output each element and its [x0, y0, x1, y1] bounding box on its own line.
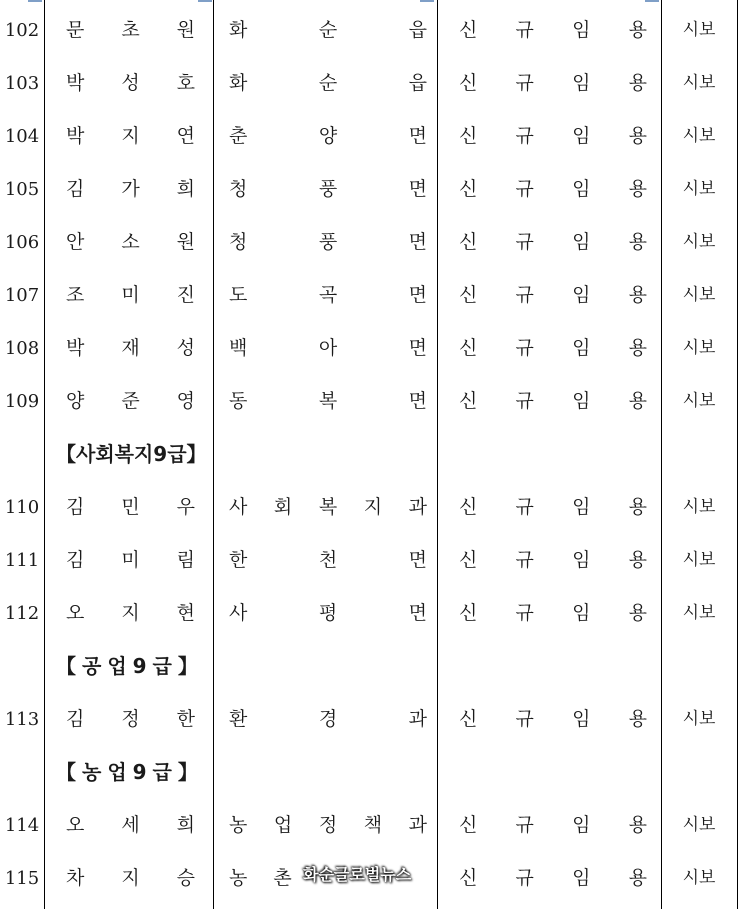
table-row: [0, 693, 742, 746]
appointment-char: 임: [572, 284, 591, 306]
name-char: 우: [176, 496, 195, 518]
appointment-type: [437, 375, 661, 428]
appointment-char: 신: [459, 814, 478, 836]
table-row: [0, 269, 742, 322]
department-char: 면: [408, 390, 427, 412]
department-char: 환: [229, 708, 248, 730]
appointment-char: 임: [572, 125, 591, 147]
appointment-char: 용: [628, 549, 647, 571]
appointment-char: 규: [515, 390, 534, 412]
department-char: 복: [318, 496, 338, 518]
appointment-type: [437, 110, 661, 163]
department-char: 풍: [318, 178, 338, 200]
name-char: 현: [176, 602, 195, 624]
appointment-char: 규: [515, 72, 534, 94]
appointment-char: 용: [628, 284, 647, 306]
department-char: 면: [408, 125, 427, 147]
name-char: 성: [176, 337, 195, 359]
remark: 시보: [682, 20, 716, 40]
name-char: 안: [66, 231, 85, 253]
department-char: 농: [229, 814, 248, 836]
department-char: 춘: [229, 125, 248, 147]
department-char: 아: [318, 337, 338, 359]
assigned-department: [213, 693, 437, 746]
appointment-char: 임: [572, 549, 591, 571]
name-char: 박: [66, 125, 85, 147]
appointment-char: 임: [572, 19, 591, 41]
name-char: 성: [121, 72, 140, 94]
table-row: [0, 216, 742, 269]
appointment-char: 규: [515, 814, 534, 836]
appointment-char: 임: [572, 496, 591, 518]
appointment-char: 규: [515, 496, 534, 518]
name-char: 승: [176, 867, 195, 889]
remark: 시보: [682, 126, 716, 146]
name-char: 소: [121, 231, 140, 253]
department-char: 농: [229, 867, 248, 889]
appointment-char: 신: [459, 867, 478, 889]
appointment-char: 규: [515, 231, 534, 253]
appointment-char: 신: [459, 284, 478, 306]
appointment-char: 용: [628, 814, 647, 836]
person-name: [44, 799, 213, 852]
appointment-type: [437, 534, 661, 587]
department-char: 천: [318, 549, 338, 571]
row-number: 108: [4, 338, 40, 359]
table-row: [0, 110, 742, 163]
appointment-type: [437, 216, 661, 269]
department-char: 양: [318, 125, 338, 147]
appointment-type: [437, 481, 661, 534]
appointment-char: 신: [459, 708, 478, 730]
remark: 시보: [682, 497, 716, 517]
assigned-department: [213, 799, 437, 852]
appointment-char: 임: [572, 72, 591, 94]
department-char: 과: [408, 708, 427, 730]
appointment-char: 용: [628, 231, 647, 253]
name-char: 오: [66, 814, 85, 836]
section-heading-industrial: 【공업9급】: [56, 654, 204, 678]
department-char: 한: [229, 549, 248, 571]
name-char: 초: [121, 19, 140, 41]
appointment-char: 용: [628, 178, 647, 200]
assigned-department: [213, 216, 437, 269]
person-name: [44, 269, 213, 322]
table-resize-mark: [198, 0, 212, 2]
name-char: 재: [121, 337, 140, 359]
name-char: 박: [66, 72, 85, 94]
department-char: 곡: [318, 284, 338, 306]
row-number: 102: [4, 20, 40, 41]
appointment-char: 신: [459, 72, 478, 94]
person-name: [44, 4, 213, 57]
appointment-char: 용: [628, 19, 647, 41]
person-name: [44, 375, 213, 428]
appointment-char: 용: [628, 390, 647, 412]
name-char: 가: [121, 178, 140, 200]
department-char: 지: [363, 496, 383, 518]
department-char: 풍: [318, 231, 338, 253]
name-char: 호: [176, 72, 195, 94]
appointment-char: 규: [515, 867, 534, 889]
table-resize-mark: [420, 0, 434, 2]
person-name: [44, 587, 213, 640]
remark: 시보: [682, 232, 716, 252]
department-char: 사: [229, 496, 248, 518]
appointment-char: 신: [459, 19, 478, 41]
name-char: 지: [121, 867, 140, 889]
department-char: 면: [408, 231, 427, 253]
name-char: 희: [176, 814, 195, 836]
department-char: 경: [318, 708, 338, 730]
assigned-department: [213, 4, 437, 57]
department-char: 화: [229, 72, 248, 94]
appointment-char: 규: [515, 602, 534, 624]
person-name: [44, 852, 213, 905]
person-name: [44, 110, 213, 163]
row-number: 106: [4, 232, 40, 253]
appointment-type: [437, 57, 661, 110]
department-char: 사: [229, 602, 248, 624]
remark: 시보: [682, 709, 716, 729]
department-char: 순: [318, 19, 338, 41]
department-char: 면: [408, 178, 427, 200]
appointment-char: 임: [572, 390, 591, 412]
name-char: 김: [66, 549, 85, 571]
table-row: [0, 534, 742, 587]
section-heading-agriculture: 【농업9급】: [56, 760, 204, 784]
row-number: 110: [4, 497, 40, 518]
department-char: 도: [229, 284, 248, 306]
appointment-char: 용: [628, 602, 647, 624]
department-char: 동: [229, 390, 248, 412]
department-char: 촌: [273, 867, 292, 889]
appointment-char: 규: [515, 19, 534, 41]
appointment-char: 규: [515, 708, 534, 730]
assigned-department: [213, 322, 437, 375]
department-char: 면: [408, 337, 427, 359]
table-resize-mark: [28, 0, 42, 2]
appointment-char: 임: [572, 231, 591, 253]
department-char: 회: [273, 496, 293, 518]
department-char: 정: [318, 814, 338, 836]
appointment-char: 임: [572, 337, 591, 359]
appointment-char: 신: [459, 178, 478, 200]
appointment-char: 용: [628, 708, 647, 730]
appointment-char: 규: [515, 178, 534, 200]
appointment-type: [437, 587, 661, 640]
name-char: 미: [121, 284, 140, 306]
assigned-department: [213, 375, 437, 428]
row-number: 114: [4, 815, 40, 836]
remark: 시보: [682, 391, 716, 411]
department-char: 과: [408, 814, 427, 836]
name-char: 진: [176, 284, 195, 306]
department-char: 청: [229, 231, 248, 253]
department-char: 복: [318, 390, 338, 412]
appointment-char: 규: [515, 337, 534, 359]
department-char: 순: [318, 72, 338, 94]
appointment-char: 임: [572, 708, 591, 730]
remark: 시보: [682, 550, 716, 570]
appointment-char: 용: [628, 125, 647, 147]
row-number: 107: [4, 285, 40, 306]
appointment-type: [437, 163, 661, 216]
department-char: 화: [229, 19, 248, 41]
assigned-department: [213, 163, 437, 216]
appointment-char: 임: [572, 814, 591, 836]
name-char: 세: [121, 814, 140, 836]
appointment-char: 용: [628, 72, 647, 94]
section-heading-social-welfare: 【사회복지9급】: [56, 442, 207, 466]
appointment-char: 규: [515, 125, 534, 147]
row-number: 104: [4, 126, 40, 147]
appointment-type: [437, 799, 661, 852]
table-row: [0, 799, 742, 852]
department-char: 면: [408, 602, 427, 624]
table-row: [0, 587, 742, 640]
name-char: 미: [121, 549, 140, 571]
department-char: 업: [273, 814, 293, 836]
appointment-char: 임: [572, 602, 591, 624]
department-char: 평: [318, 602, 338, 624]
person-name: [44, 57, 213, 110]
name-char: 정: [121, 708, 140, 730]
name-char: 오: [66, 602, 85, 624]
person-name: [44, 481, 213, 534]
assigned-department: [213, 110, 437, 163]
department-char: 읍: [408, 19, 427, 41]
remark: 시보: [682, 285, 716, 305]
name-char: 조: [66, 284, 85, 306]
appointment-char: 신: [459, 496, 478, 518]
appointment-type: [437, 269, 661, 322]
row-number: 115: [4, 868, 40, 889]
appointment-char: 신: [459, 125, 478, 147]
name-char: 양: [66, 390, 85, 412]
table-row: [0, 481, 742, 534]
appointment-char: 용: [628, 867, 647, 889]
remark: 시보: [682, 179, 716, 199]
remark: 시보: [682, 603, 716, 623]
appointment-char: 신: [459, 231, 478, 253]
appointment-type: [437, 322, 661, 375]
name-char: 박: [66, 337, 85, 359]
department-char: 면: [408, 284, 427, 306]
row-number: 103: [4, 73, 40, 94]
name-char: 지: [121, 602, 140, 624]
name-char: 김: [66, 496, 85, 518]
department-char: 과: [408, 496, 427, 518]
table-row: [0, 322, 742, 375]
assigned-department: [213, 534, 437, 587]
table-row: [0, 57, 742, 110]
table-row: [0, 163, 742, 216]
appointment-char: 임: [572, 867, 591, 889]
row-number: 111: [4, 550, 40, 571]
name-char: 림: [176, 549, 195, 571]
name-char: 준: [121, 390, 140, 412]
row-number: 113: [4, 709, 40, 730]
appointment-char: 신: [459, 337, 478, 359]
remark: 시보: [682, 868, 716, 888]
person-name: [44, 216, 213, 269]
department-char: 백: [229, 337, 248, 359]
name-char: 민: [121, 496, 140, 518]
assigned-department: [213, 481, 437, 534]
person-name: [44, 163, 213, 216]
appointment-char: 용: [628, 337, 647, 359]
department-char: 청: [229, 178, 248, 200]
name-char: 한: [176, 708, 195, 730]
name-char: 원: [176, 231, 195, 253]
name-char: 차: [66, 867, 85, 889]
remark: 시보: [682, 73, 716, 93]
table-row: [0, 4, 742, 57]
table-row: [0, 375, 742, 428]
department-char: 면: [408, 549, 427, 571]
department-char: 책: [363, 814, 383, 836]
assigned-department: [213, 57, 437, 110]
appointment-char: 신: [459, 549, 478, 571]
remark: 시보: [682, 815, 716, 835]
appointment-type: [437, 4, 661, 57]
person-name: [44, 693, 213, 746]
name-char: 희: [176, 178, 195, 200]
appointment-char: 규: [515, 549, 534, 571]
appointment-char: 신: [459, 602, 478, 624]
assigned-department: [213, 587, 437, 640]
name-char: 연: [176, 125, 195, 147]
appointment-char: 용: [628, 496, 647, 518]
name-char: 영: [176, 390, 195, 412]
table-resize-mark: [645, 0, 659, 2]
name-char: 김: [66, 708, 85, 730]
row-number: 112: [4, 603, 40, 624]
person-name: [44, 322, 213, 375]
remark: 시보: [682, 338, 716, 358]
name-char: 원: [176, 19, 195, 41]
name-char: 문: [66, 19, 85, 41]
name-char: 지: [121, 125, 140, 147]
appointment-type: [437, 852, 661, 905]
row-number: 105: [4, 179, 40, 200]
appointment-char: 신: [459, 390, 478, 412]
assigned-department: [213, 269, 437, 322]
row-number: 109: [4, 391, 40, 412]
name-char: 김: [66, 178, 85, 200]
appointment-char: 임: [572, 178, 591, 200]
department-char: 읍: [408, 72, 427, 94]
appointment-type: [437, 693, 661, 746]
watermark: 화순글로벌뉴스: [303, 865, 412, 884]
person-name: [44, 534, 213, 587]
appointment-char: 규: [515, 284, 534, 306]
